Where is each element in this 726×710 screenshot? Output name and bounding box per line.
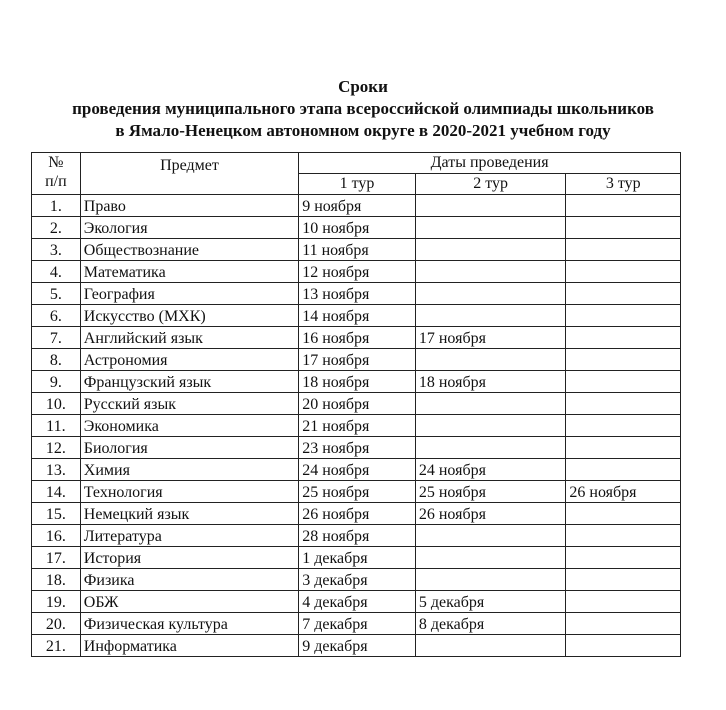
table-row [32,349,681,371]
header-tour-3: 3 тур [566,174,681,195]
row-subject: Английский язык [80,327,298,349]
row-number: 20. [32,613,81,635]
row-tour-1-date: 1 декабря [299,547,416,569]
row-tour-3-date [566,327,681,349]
row-tour-3-date [566,459,681,481]
row-subject: Технология [80,481,298,503]
table-row [32,525,681,547]
row-number: 10. [32,393,81,415]
row-tour-2-date: 8 декабря [415,613,566,635]
row-number: 12. [32,437,81,459]
row-tour-3-date [566,437,681,459]
document-subtitle-line2: в Ямало-Ненецком автономном округе в 2020-2021 учебном году [115,121,611,140]
table-row [32,503,681,525]
row-subject: Информатика [80,635,298,657]
row-tour-3-date [566,349,681,371]
table-row [32,591,681,613]
row-tour-1-date: 16 ноября [299,327,416,349]
document-subtitle-line1: проведения муниципального этапа всероссийской олимпиады школьников [72,99,654,118]
document-title: Сроки [338,77,388,96]
row-tour-3-date [566,591,681,613]
row-tour-1-date: 9 ноября [299,195,416,217]
row-tour-2-date [415,217,566,239]
row-tour-3-date [566,239,681,261]
row-tour-2-date [415,261,566,283]
row-tour-3-date [566,525,681,547]
row-tour-1-date: 21 ноября [299,415,416,437]
table-row [32,371,681,393]
row-number: 19. [32,591,81,613]
table-row [32,569,681,591]
row-subject: Французский язык [80,371,298,393]
row-tour-3-date [566,217,681,239]
row-tour-2-date [415,283,566,305]
row-number: 5. [32,283,81,305]
row-subject: Астрономия [80,349,298,371]
row-subject: Право [80,195,298,217]
row-tour-3-date [566,635,681,657]
row-tour-2-date [415,195,566,217]
row-number: 7. [32,327,81,349]
header-number [32,153,81,195]
row-tour-1-date: 23 ноября [299,437,416,459]
row-tour-3-date [566,569,681,591]
row-tour-2-date: 26 ноября [415,503,566,525]
row-subject: География [80,283,298,305]
row-number: 17. [32,547,81,569]
row-tour-3-date [566,613,681,635]
header-number-symbol: № [48,154,64,171]
row-tour-2-date [415,239,566,261]
row-subject: Химия [80,459,298,481]
row-tour-3-date [566,261,681,283]
row-number: 3. [32,239,81,261]
row-tour-2-date [415,547,566,569]
row-subject: Математика [80,261,298,283]
table-row [32,459,681,481]
row-tour-3-date [566,415,681,437]
row-tour-1-date: 17 ноября [299,349,416,371]
row-tour-1-date: 25 ноября [299,481,416,503]
header-dates: Даты проведения [299,153,681,174]
table-row [32,635,681,657]
row-tour-2-date [415,569,566,591]
table-row [32,239,681,261]
row-tour-3-date [566,547,681,569]
row-number: 18. [32,569,81,591]
row-tour-2-date [415,393,566,415]
header-tour-1: 1 тур [299,174,416,195]
row-number: 9. [32,371,81,393]
row-tour-1-date: 4 декабря [299,591,416,613]
row-subject: Экономика [80,415,298,437]
row-subject: Экология [80,217,298,239]
table-row [32,393,681,415]
table-row [32,437,681,459]
row-tour-2-date [415,635,566,657]
row-number: 8. [32,349,81,371]
row-subject: Биология [80,437,298,459]
row-tour-2-date [415,415,566,437]
table-row [32,415,681,437]
row-tour-1-date: 10 ноября [299,217,416,239]
row-tour-1-date: 3 декабря [299,569,416,591]
table-row [32,481,681,503]
row-subject: Литература [80,525,298,547]
row-tour-3-date: 26 ноября [566,481,681,503]
row-subject: История [80,547,298,569]
row-tour-1-date: 18 ноября [299,371,416,393]
row-tour-3-date [566,371,681,393]
row-number: 16. [32,525,81,547]
table-row [32,217,681,239]
row-subject: Физика [80,569,298,591]
schedule-table [31,152,681,657]
row-tour-1-date: 11 ноября [299,239,416,261]
row-number: 1. [32,195,81,217]
row-tour-3-date [566,283,681,305]
row-number: 11. [32,415,81,437]
row-tour-2-date: 18 ноября [415,371,566,393]
row-tour-2-date [415,305,566,327]
row-subject: Физическая культура [80,613,298,635]
row-subject: Обществознание [80,239,298,261]
row-tour-1-date: 24 ноября [299,459,416,481]
row-number: 2. [32,217,81,239]
header-number-abbr: п/п [45,173,67,190]
header-subject: Предмет [80,153,298,195]
table-row [32,547,681,569]
row-number: 13. [32,459,81,481]
schedule-rows [32,195,681,657]
row-tour-2-date: 24 ноября [415,459,566,481]
row-subject: Искусство (МХК) [80,305,298,327]
table-row [32,327,681,349]
row-tour-1-date: 20 ноября [299,393,416,415]
table-row [32,613,681,635]
row-number: 21. [32,635,81,657]
row-tour-2-date [415,437,566,459]
row-tour-2-date: 5 декабря [415,591,566,613]
row-tour-1-date: 13 ноября [299,283,416,305]
row-tour-1-date: 14 ноября [299,305,416,327]
table-row [32,261,681,283]
table-row [32,283,681,305]
table-row [32,305,681,327]
row-tour-3-date [566,195,681,217]
row-tour-3-date [566,503,681,525]
row-tour-1-date: 26 ноября [299,503,416,525]
row-number: 15. [32,503,81,525]
row-tour-1-date: 12 ноября [299,261,416,283]
row-tour-1-date: 28 ноября [299,525,416,547]
row-tour-2-date: 25 ноября [415,481,566,503]
row-tour-3-date [566,393,681,415]
row-tour-2-date [415,349,566,371]
table-row [32,195,681,217]
row-tour-2-date [415,525,566,547]
row-subject: Русский язык [80,393,298,415]
row-tour-3-date [566,305,681,327]
row-subject: ОБЖ [80,591,298,613]
header-tour-2: 2 тур [415,174,566,195]
row-number: 6. [32,305,81,327]
row-tour-2-date: 17 ноября [415,327,566,349]
row-subject: Немецкий язык [80,503,298,525]
row-number: 4. [32,261,81,283]
row-tour-1-date: 9 декабря [299,635,416,657]
row-number: 14. [32,481,81,503]
row-tour-1-date: 7 декабря [299,613,416,635]
